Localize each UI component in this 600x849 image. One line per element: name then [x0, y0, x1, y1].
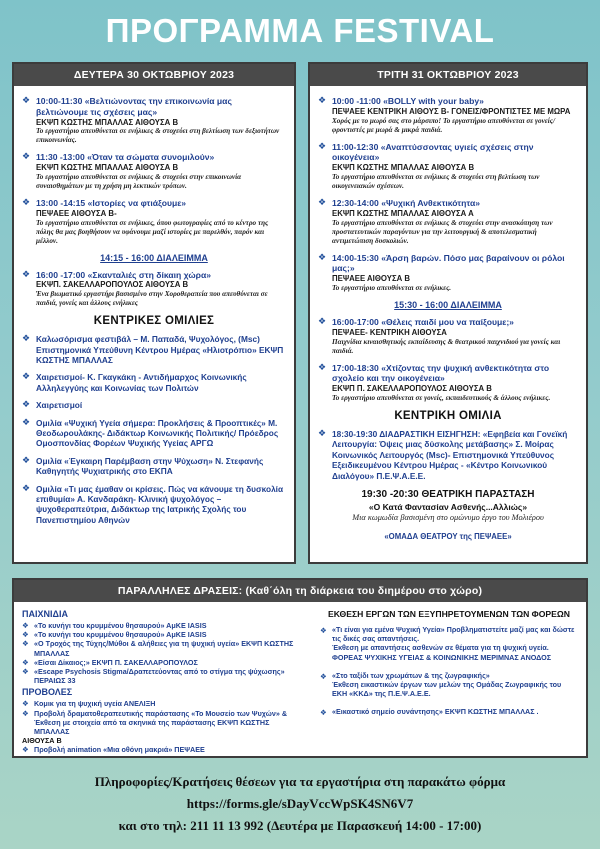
tuesday-workshop-3 — [318, 198, 578, 246]
exhibit-item — [320, 625, 578, 662]
workshop-title: 13:00 -14:15 «Ιστορίες να φτιάξουμε» — [36, 197, 187, 208]
tuesday-workshop-6 — [318, 363, 578, 403]
monday-talk — [22, 418, 286, 449]
game-text: «Το κυνήγι του κρυμμένου θησαυρού» ΑμΚΕ ΙΑSIS — [34, 621, 207, 630]
workshop-desc: Το εργαστήριο απευθύνεται σε ενήλικες. — [332, 283, 452, 292]
workshop-title: 10:00-11:30 «Βελτιώνοντας την επικοινωνία μας βελτιώνουμε τις σχέσεις μας» — [36, 96, 232, 117]
screening-text: Προβολή δραματοθεραπευτικής παράστασης «Το Μουσείο των Ψυχών» & Έκθεση με στοιχεία από τα σκηνικά της παράστασης ΕΚΨΠ ΚΩΣΤΗΣ ΜΠΑΛΛΑΣ — [34, 708, 288, 737]
game-item — [22, 630, 304, 639]
screening-item — [22, 699, 304, 708]
theatre-subtitle: Μια κωμωδία βασισμένη στο ομώνυμο έργο του Μολιέρου — [352, 512, 544, 522]
talk-text: 18:30-19:30 ΔΙΑΔΡΑΣΤΙΚΗ ΕΙΣΗΓΗΣΗ: «Εφηβεία και Γονεϊκή Λειτουργία: Όψεις μιας δύσκολης μετάβασης» Σ. Μοίρας Κοινωνικός Λειτουργός (Msc)- Επιστημονικά Υπεύθυνος Εξειδικευμένου Κέντρου Ημέρας - «Κέντρο Κοινωνικού Διαλόγου» Π.Ε.Ψ.Α.Ε.Ε. — [332, 428, 568, 481]
monday-workshop-2 — [22, 152, 286, 191]
exhibit-desc: Έκθεση εικαστικών έργων των μελών της Ομάδας Ζωγραφικής του ΕΚΗ «ΚΚΔ» της Π.Ε.Ψ.Α.Ε.Ε. — [332, 680, 562, 699]
bullet-icon: ❖ — [318, 316, 327, 327]
workshop-title: 10:00 -11:00 «BOLLY with your baby» — [332, 96, 484, 106]
workshop-desc: Το εργαστήριο απευθύνεται σε ενήλικες & στοχεύει στην επικοινωνία συναισθημάτων με τη χρήση μη λεκτικών τρόπων. — [36, 172, 242, 190]
game-text: «Το κυνήγι του κρυμμένου θησαυρού» ΑμΚΕ ΙΑSIS — [34, 630, 207, 640]
bullet-icon: ❖ — [22, 639, 29, 649]
monday-talk — [22, 334, 286, 365]
monday-workshop-1 — [22, 96, 286, 145]
bullet-icon: ❖ — [22, 269, 31, 280]
bullet-icon: ❖ — [22, 400, 31, 411]
bullet-icon: ❖ — [22, 745, 29, 755]
bullet-icon: ❖ — [318, 197, 327, 208]
bullet-icon: ❖ — [22, 334, 31, 345]
bullet-icon: ❖ — [22, 372, 31, 383]
talk-text: Ομιλία «Τι μας έμαθαν οι κρίσεις. Πώς να κάνουμε τη δυσκολία επιθυμία» Α. Κανδαράκη- Κλινική ψυχολόγος – ψυχοθεραπεύτρια, Διδάκτωρ της Ιατρικής Σχολής του Πανεπιστημίου Αθηνών — [36, 483, 284, 525]
workshop-title: 16:00 -17:00 «Σκανταλιές στη δίκαιη χώρα» — [36, 269, 212, 280]
monday-workshop-4 — [22, 270, 286, 309]
workshop-desc: Το εργαστήριο απευθύνεται σε ενήλικες & στοχεύει στη βελτίωση των δεξιοτήτων επικοινωνίας. — [36, 127, 280, 145]
workshop-org: ΕΚΨΠ ΚΩΣΤΗΣ ΜΠΑΛΛΑΣ ΑΙΘΟΥΣΑ Α — [332, 208, 474, 218]
bullet-icon: ❖ — [22, 699, 29, 709]
tuesday-talk — [318, 429, 578, 481]
workshop-org: ΕΚΨΠ Π. ΣΑΚΕΛΛΑΡΟΠΟΥΛΟΣ ΑΙΘΟΥΣΑ Β — [332, 384, 492, 394]
talk-text: Χαιρετισμοί- Κ. Γκαγκάκη - Αντιδήμαρχος Κοινωνικής Αλληλεγγύης και Κοινωνίας των Πολιτών — [36, 372, 247, 393]
exhibit-heading: ΕΚΘΕΣΗ ΕΡΓΩΝ ΤΩΝ ΕΞΥΠΗΡΕΤΟΥΜΕΝΩΝ ΤΩΝ ΦΟΡΕΩΝ — [327, 609, 570, 619]
workshop-title: 16:00-17:00 «Θέλεις παιδί μου να παίξουμε;» — [332, 316, 514, 327]
parallel-left-column — [14, 604, 312, 756]
bullet-icon: ❖ — [22, 152, 31, 163]
game-item — [22, 621, 304, 630]
bullet-icon: ❖ — [318, 428, 327, 439]
workshop-desc: Παιχνίδια κιναισθητικής εκπαίδευσης & θεατρικού παιχνιδιού για γονείς και παιδιά. — [332, 337, 561, 355]
monday-talk — [22, 400, 286, 410]
workshop-title: 17:00-18:30 «Χτίζοντας την ψυχική ανθεκτικότητα στο σχολείο και την οικογένεια» — [332, 362, 550, 384]
games-heading: ΠΑΙΧΝΙΔΙΑ — [22, 609, 68, 619]
tuesday-break: 15:30 - 16:00 ΔΙΑΛΕΙΜΜΑ — [394, 299, 502, 310]
footer-form-link[interactable]: https://forms.gle/sDayVccWpSK4SN6V7 — [186, 796, 414, 811]
workshop-org: ΕΚΨΠ. ΣΑΚΕΛΛΑΡΟΠΟΥΛΟΣ ΑΙΘΟΥΣΑ Β — [36, 280, 189, 290]
game-item — [22, 667, 304, 685]
monday-talk — [22, 372, 286, 393]
workshop-desc: Το εργαστήριο απευθύνεται σε γονείς, εκπαιδευτικούς & άλλους ενήλικες. — [332, 393, 551, 402]
footer-phone: και στο τηλ: 211 11 13 992 (Δευτέρα με Παρασκευή 14:00 - 17:00) — [118, 818, 482, 833]
tuesday-header: ΤΡΙΤΗ 31 ΟΚΤΩΒΡΙΟΥ 2023 — [310, 64, 586, 86]
bullet-icon: ❖ — [320, 708, 327, 718]
tuesday-workshop-2 — [318, 142, 578, 191]
workshop-desc: Το εργαστήριο απευθύνεται σε ενήλικες & στοχεύει στην ανασκόπηση των προστατευτικών παραγόντων για την λειτουργική & αποτελεσματική αντιμετώπιση δυσκολιών. — [332, 218, 553, 245]
workshop-desc: Το εργαστήριο απευθύνεται σε ενήλικες & στοχεύει στη βελτίωση των οικογενειακών σχέσεων. — [332, 172, 540, 190]
monday-talk — [22, 456, 286, 477]
bullet-icon: ❖ — [22, 621, 29, 630]
tuesday-panel — [308, 62, 588, 564]
workshop-org: ΕΚΨΠ ΚΩΣΤΗΣ ΜΠΑΛΛΑΣ ΑΙΘΟΥΣΑ Β — [36, 117, 179, 127]
theatre-group: «ΟΜΑΔΑ ΘΕΑΤΡΟΥ της ΠΕΨΑΕΕ» — [384, 531, 512, 541]
parallel-panel — [12, 578, 588, 758]
bullet-icon: ❖ — [318, 96, 327, 106]
workshop-org: ΕΚΨΠ ΚΩΣΤΗΣ ΜΠΑΛΛΑΣ ΑΙΘΟΥΣΑ Β — [332, 163, 475, 173]
bullet-icon: ❖ — [318, 362, 327, 373]
theatre-time: 19:30 -20:30 ΘΕΑΤΡΙΚΗ ΠΑΡΑΣΤΑΣΗ — [361, 488, 535, 500]
monday-panel — [12, 62, 296, 564]
workshop-org: ΕΚΨΠ ΚΩΣΤΗΣ ΜΠΑΛΛΑΣ ΑΙΘΟΥΣΑ Β — [36, 163, 179, 173]
exhibit-item — [320, 707, 578, 716]
bullet-icon: ❖ — [22, 417, 31, 428]
workshop-desc: Χορός με το μωρό σας στο μάρσιπο! Το εργαστήριο απευθύνεται σε γονείς/φροντιστές με μωρά & μικρά παιδιά. — [332, 116, 555, 134]
monday-talk — [22, 484, 286, 526]
monday-header: ΔΕΥΤΕΡΑ 30 ΟΚΤΩΒΡΙΟΥ 2023 — [14, 64, 294, 86]
game-item — [22, 639, 304, 657]
page-title: ΠΡΟΓΡΑΜΜΑ FESTIVAL — [105, 12, 495, 49]
parallel-header: ΠΑΡΑΛΛΗΛΕΣ ΔΡΑΣΕΙΣ: (Καθ΄όλη τη διάρκεια του διημέρου στο χώρο) — [14, 580, 586, 602]
screenings-heading: ΠΡΟΒΟΛΕΣ — [22, 687, 73, 698]
game-text: «Ο Τροχός της Τύχης/Μύθοι & αλήθειες για τη ψυχική υγεία» ΕΚΨΠ ΚΩΣΤΗΣ ΜΠΑΛΛΑΣ — [34, 639, 294, 658]
workshop-org: ΠΕΨΑΕΕ ΚΕΝΤΡΙΚΗ ΑΙΘΟΥΣ Β- ΓΟΝΕΙΣ/ΦΡΟΝΤΙΣΤΕΣ ΜΕ ΜΩΡΑ — [332, 106, 571, 116]
talk-text: Ομιλία «Ψυχική Υγεία σήμερα: Προκλήσεις & Προοπτικές» Μ. Θεοδωρουλάκης- Διδάκτωρ Κοινωνικής Πολιτικής/ Πρόεδρος Ομοσπονδίας Φορέων Ψυχικής Υγείας ΑΡΓΩ — [36, 417, 279, 449]
footer-info: Πληροφορίες/Κρατήσεις θέσεων για τα εργαστήρια στη παρακάτω φόρμα — [94, 774, 506, 789]
exhibit-title: «Εικαστικό σημείο συνάντησης» ΕΚΨΠ ΚΩΣΤΗΣ ΜΠΑΛΛΑΣ . — [332, 707, 539, 717]
exhibit-org: ΦΟΡΕΑΣ ΨΥΧΙΚΗΣ ΥΓΕΙΑΣ & ΚΟΙΝΩΝΙΚΗΣ ΜΕΡΙΜΝΑΣ ΑΝΟΔΟΣ — [332, 652, 552, 662]
talk-text: Καλωσόρισμα φεστιβάλ – Μ. Παπαδά, Ψυχολόγος, (Msc) Επιστημονικά Υπεύθυνη Κέντρου Ημέρας «Ηλιοτρόπιο» ΕΚΨΠ ΚΩΣΤΗΣ ΜΠΑΛΛΑΣ — [36, 334, 284, 365]
monday-break: 14:15 - 16:00 ΔΙΑΛΕΙΜΜΑ — [100, 252, 208, 263]
exhibit-item — [320, 671, 578, 699]
animation-item — [22, 745, 304, 754]
game-text: «Escape Psychosis Stigma/Δραπετεύοντας από το στίγμα της ψύχωσης» ΠΕΡΑΙΩΣ 33 — [34, 667, 285, 686]
bullet-icon: ❖ — [320, 671, 327, 681]
workshop-org: ΠΕΨΑΕΕ- ΚΕΝΤΡΙΚΗ ΑΙΘΟΥΣΑ — [332, 327, 447, 337]
bullet-icon: ❖ — [22, 667, 29, 677]
bullet-icon: ❖ — [22, 197, 31, 208]
exhibit-desc: Έκθεση με απαντήσεις ασθενών σε θέματα για τη ψυχική υγεία. — [332, 643, 549, 653]
bullet-icon: ❖ — [22, 96, 31, 106]
workshop-title: 14:00-15:30 «Άρση βαρών. Πόσο μας βαραίνουν οι ρόλοι μας;» — [332, 252, 565, 274]
bullet-icon: ❖ — [318, 141, 327, 152]
tuesday-workshop-1 — [318, 96, 578, 135]
room-label: ΑΙΘΟΥΣΑ Β — [22, 736, 62, 746]
animation-text: Προβολή animation «Μια οθόνη μακριά» ΠΕΨΑΕΕ — [34, 745, 205, 755]
bullet-icon: ❖ — [22, 455, 31, 466]
tuesday-workshop-5 — [318, 317, 578, 356]
exhibit-title: «Τι είναι για εμένα Ψυχική Υγεία» Προβληματιστείτε μαζί μας και δώστε τις δικές σας απαντήσεις. — [332, 625, 575, 644]
bullet-icon: ❖ — [320, 626, 327, 635]
screening-text: Κομικ για τη ψυχική υγεία ΑΝΕΛΙΞΗ — [34, 699, 156, 709]
bullet-icon: ❖ — [22, 657, 29, 667]
game-text: «Είσαι Δίκαιος;» ΕΚΨΠ Π. ΣΑΚΕΛΛΑΡΟΠΟΥΛΟΣ — [34, 657, 198, 667]
screening-item — [22, 709, 304, 737]
talk-text: Ομιλία «Έγκαιρη Παρέμβαση στην Ψύχωση» Ν. Στεφανής Καθηγητής Ψυχιατρικής στο ΕΚΠΑ — [36, 455, 264, 477]
workshop-title: 11:30 -13:00 «Όταν τα σώματα συνομιλούν» — [36, 152, 215, 163]
workshop-org: ΠΕΨΑΕΕ ΑΙΘΟΥΣΑ Β — [332, 274, 411, 284]
theatre-title: «Ο Κατά Φαντασίαν Ασθενής...Αλλιώς» — [368, 501, 528, 512]
tuesday-workshop-4 — [318, 253, 578, 293]
workshop-title: 12:30-14:00 «Ψυχική Ανθεκτικότητα» — [332, 197, 481, 208]
bullet-icon: ❖ — [22, 483, 31, 494]
talk-text: Χαιρετισμοί — [36, 400, 83, 411]
workshop-desc: Ένα βιωματικό εργαστήρι βασισμένο στην Χοροθεραπεία που απευθύνεται σε παιδιά, γονείς και άλλους ενήλικες — [36, 290, 268, 308]
tuesday-section-title: ΚΕΝΤΡΙΚΗ ΟΜΙΛΙΑ — [394, 409, 502, 422]
workshop-org: ΠΕΨΑΕΕ ΑΙΘΟΥΣΑ Β- — [36, 208, 117, 218]
bullet-icon: ❖ — [22, 708, 29, 718]
workshop-title: 11:00-12:30 «Αναπτύσσοντας υγιείς σχέσεις στην οικογένεια» — [332, 141, 534, 163]
bullet-icon: ❖ — [318, 252, 327, 263]
monday-section-title: ΚΕΝΤΡΙΚΕΣ ΟΜΙΛΙΕΣ — [93, 315, 215, 328]
game-item — [22, 658, 304, 667]
exhibit-title: «Στο ταξίδι των χρωμάτων & της ζωγραφικής» — [332, 670, 490, 680]
workshop-desc: Το εργαστήριο απευθύνεται σε ενήλικες, όπου φωτογραφίες από το κέντρο της πόλης θα μας βοηθήσουν να υφάνουμε μαζί ιστορίες με παρελθόν, παρόν και μέλλον. — [36, 218, 269, 245]
monday-workshop-3 — [22, 198, 286, 246]
parallel-right-column — [312, 604, 586, 756]
bullet-icon: ❖ — [22, 630, 29, 640]
